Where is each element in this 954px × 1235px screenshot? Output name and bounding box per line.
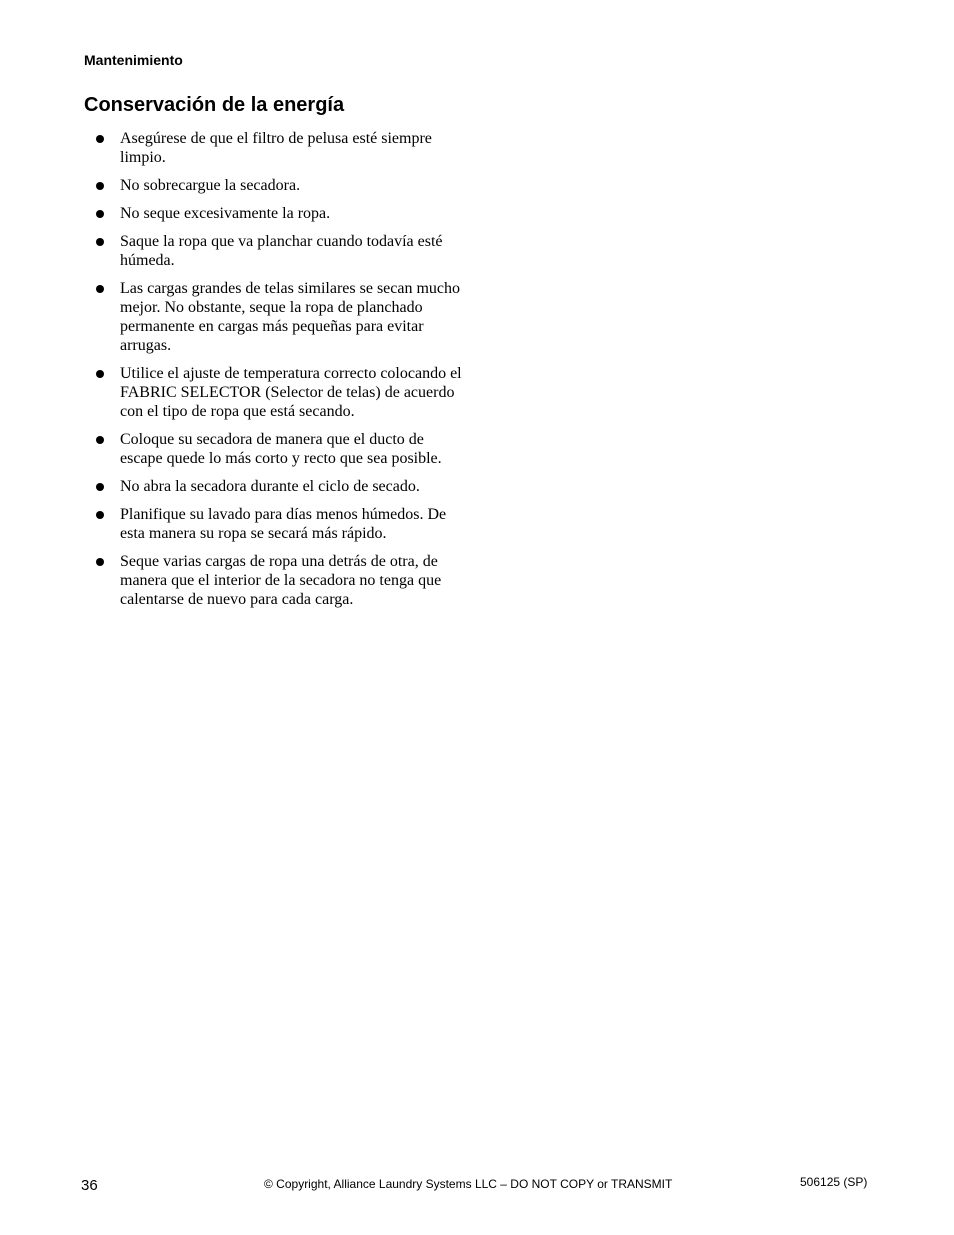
list-item-text: No sobrecargue la secadora. bbox=[120, 177, 301, 194]
list-item-text: Asegúrese de que el filtro de pelusa esté siempre limpio. bbox=[120, 130, 432, 166]
list-item-text: Coloque su secadora de manera que el ducto de escape quede lo más corto y recto que sea posible. bbox=[120, 431, 442, 467]
list-item-text: No seque excesivamente la ropa. bbox=[120, 205, 331, 222]
page-title: Conservación de la energía bbox=[84, 94, 345, 116]
bullet-icon bbox=[96, 483, 104, 491]
list-item bbox=[84, 232, 462, 270]
list-item-text: Las cargas grandes de telas similares se secan mucho mejor. No obstante, seque la ropa de planchado permanente en cargas más pequeñas para evitar arrugas. bbox=[120, 280, 461, 354]
list-item bbox=[84, 279, 462, 355]
list-item-text: Seque varias cargas de ropa una detrás de otra, de manera que el interior de la secadora no tenga que calentarse de nuevo para cada carga. bbox=[120, 553, 442, 608]
document-id: 506125 (SP) bbox=[800, 1175, 868, 1189]
list-item-text: Planifique su lavado para días menos húmedos. De esta manera su ropa se secará más rápido. bbox=[120, 506, 447, 542]
bullet-icon bbox=[96, 436, 104, 444]
list-item bbox=[84, 430, 462, 468]
list-item bbox=[84, 477, 462, 496]
bullet-icon bbox=[96, 238, 104, 246]
bullet-icon bbox=[96, 511, 104, 519]
copyright-notice: © Copyright, Alliance Laundry Systems LLC – DO NOT COPY or TRANSMIT bbox=[264, 1177, 673, 1191]
bullet-icon bbox=[96, 182, 104, 190]
list-item bbox=[84, 552, 462, 609]
page-number: 36 bbox=[81, 1177, 98, 1194]
bullet-icon bbox=[96, 370, 104, 378]
list-item-text: Utilice el ajuste de temperatura correcto colocando el FABRIC SELECTOR (Selector de telas) de acuerdo con el tipo de ropa que está secando. bbox=[120, 365, 462, 420]
list-item bbox=[84, 204, 462, 223]
list-item bbox=[84, 505, 462, 543]
list-item bbox=[84, 176, 462, 195]
bullet-icon bbox=[96, 210, 104, 218]
bullet-icon bbox=[96, 135, 104, 143]
list-item bbox=[84, 129, 462, 167]
section-header: Mantenimiento bbox=[84, 52, 183, 68]
bullet-icon bbox=[96, 558, 104, 566]
bullet-icon bbox=[96, 285, 104, 293]
list-item-text: Saque la ropa que va planchar cuando todavía esté húmeda. bbox=[120, 233, 443, 269]
bullet-list bbox=[84, 129, 462, 618]
list-item-text: No abra la secadora durante el ciclo de secado. bbox=[120, 478, 420, 495]
list-item bbox=[84, 364, 462, 421]
